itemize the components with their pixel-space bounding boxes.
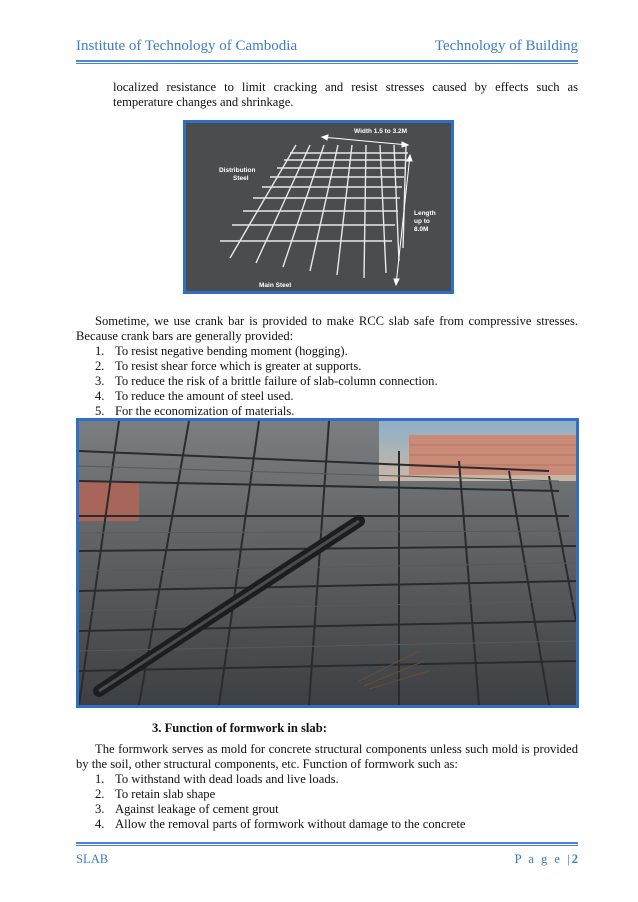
intro-line-2: temperature changes and shrinkage. (113, 95, 294, 109)
formwork-list (95, 772, 465, 832)
list-item: 5. For the economization of materials. (95, 404, 295, 418)
slab-reinforcement-photo (76, 418, 579, 708)
crank-paragraph (76, 314, 578, 344)
list-item: 1. To withstand with dead loads and live loads. (95, 772, 339, 786)
reinforcement-photo-illustration (79, 421, 576, 705)
length-label-3: 8.0M (414, 226, 429, 233)
width-label: Width 1.5 to 3.2M (354, 128, 408, 135)
main-steel-label: Main Steel (259, 282, 292, 289)
list-item: 4. To reduce the amount of steel used. (95, 389, 294, 403)
formwork-line-1: The formwork serves as mold for concrete structural components unless such mold is provided (95, 742, 578, 756)
mesh-diagram-figure (183, 120, 454, 294)
intro-paragraph (113, 80, 578, 110)
intro-line-1: localized resistance to limit cracking and resist stresses caused by effects such as (113, 80, 578, 94)
crank-line-1: Sometime, we use crank bar is provided to make RCC slab safe from compressive stresses. (95, 314, 578, 328)
crank-list (95, 344, 438, 419)
header-course: Technology of Building (434, 38, 578, 54)
distribution-label-2: Steel (233, 175, 249, 182)
header-rule-thin (76, 63, 578, 64)
distribution-label-1: Distribution (219, 167, 256, 174)
length-label-1: Length (414, 210, 436, 217)
list-item: 2. To retain slab shape (95, 787, 216, 801)
list-item: 4. Allow the removal parts of formwork without damage to the concrete (95, 817, 466, 831)
list-item: 3. To reduce the risk of a brittle failure of slab-column connection. (95, 374, 438, 388)
footer-rule-thin (76, 845, 578, 846)
list-item: 2. To resist shear force which is greater at supports. (95, 359, 362, 373)
page-header (76, 38, 578, 58)
section-3-heading: 3. Function of formwork in slab: (152, 721, 327, 735)
crank-line-2: Because crank bars are generally provided: (76, 329, 294, 343)
mesh-diagram (186, 123, 451, 291)
length-label-2: up to (414, 218, 430, 225)
footer-title: SLAB (76, 852, 109, 866)
header-institute: Institute of Technology of Cambodia (76, 38, 298, 54)
page-number: P a g e |2 (514, 852, 578, 866)
list-item: 3. Against leakage of cement grout (95, 802, 279, 816)
formwork-paragraph (76, 742, 578, 772)
formwork-line-2: by the soil, other structural components, etc. Function of formwork such as: (76, 757, 458, 771)
list-item: 1. To resist negative bending moment (hogging). (95, 344, 348, 358)
header-rule (76, 60, 578, 62)
footer-rule (76, 842, 578, 844)
